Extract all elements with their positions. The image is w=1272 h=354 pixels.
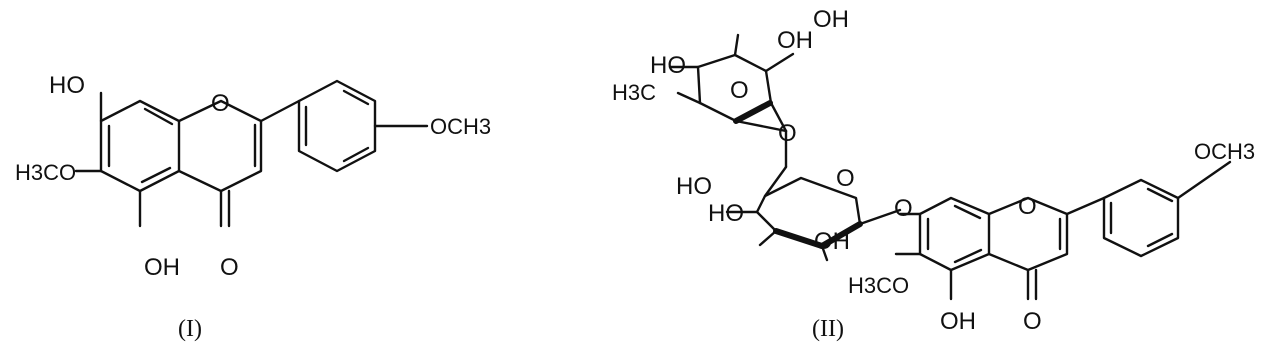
molecule-ii-hydroxyl-top-mid: OH <box>777 27 813 54</box>
molecule-ii-sugar-hydroxyl-left: HO <box>650 52 686 79</box>
molecule-ii-methoxy-left: H3CO <box>848 273 910 298</box>
molecule-i-ho-top: HO <box>49 72 85 99</box>
molecule-ii-ring-oxygen: O <box>1018 193 1037 220</box>
molecule-ii-sugar-ring-oxygen: O <box>730 77 749 104</box>
molecule-i-ring-oxygen: O <box>211 90 230 117</box>
molecule-i-caption: (I) <box>178 316 202 342</box>
molecule-ii-methoxy-right: OCH3 <box>1194 139 1256 164</box>
molecule-ii-carbonyl-oxygen: O <box>1023 308 1042 335</box>
molecule-ii-link-oxygen-2: O <box>894 195 913 222</box>
molecule-ii-glucose-hydroxyl-lower: HO <box>708 200 744 227</box>
molecule-i-methoxy-left: H3CO <box>15 160 77 185</box>
molecule-ii-caption: (II) <box>812 316 844 342</box>
molecule-ii-sugar-methyl: H3C <box>612 80 657 105</box>
molecule-ii-hydroxyl-bottom: OH <box>940 308 976 335</box>
molecule-ii-glucose-ring-oxygen: O <box>836 165 855 192</box>
molecule-ii <box>612 6 1255 342</box>
molecule-ii-link-oxygen-1: O <box>778 120 797 147</box>
molecule-i-methoxy-right: OCH3 <box>430 114 492 139</box>
molecule-ii-hydroxyl-top: OH <box>813 6 849 33</box>
molecule-ii-glucose-hydroxyl-right: OH <box>814 228 850 255</box>
molecule-i-hydroxyl-bottom: OH <box>144 254 180 281</box>
molecule-i-carbonyl-oxygen: O <box>220 254 239 281</box>
molecule-i <box>15 72 491 342</box>
molecule-i-bonds <box>76 81 427 226</box>
molecule-ii-bonds <box>670 35 1230 299</box>
molecule-ii-glucose-hydroxyl-left: HO <box>676 173 712 200</box>
